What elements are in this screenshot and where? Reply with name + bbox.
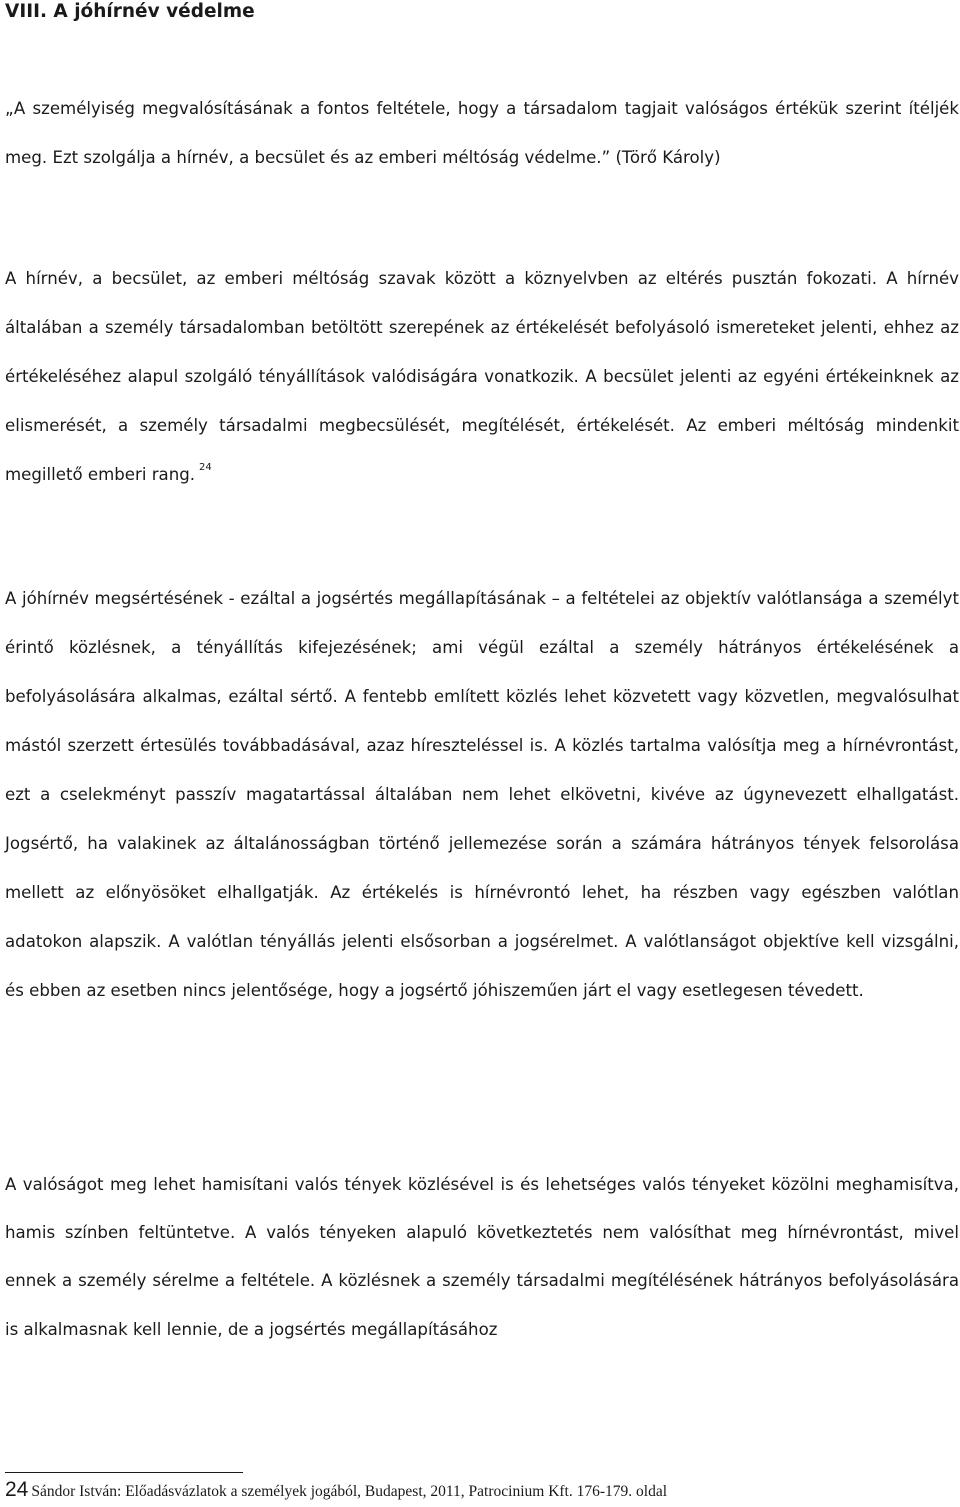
footnote-separator — [5, 1472, 243, 1473]
paragraph-definitions-text: A hírnév, a becsület, az emberi méltóság szavak között a köznyelvben az eltérés pusztán fokozati. A hírnév általában a személy társadalomban betöltött szerepének az értékelését befolyásoló ismereteket jelenti, ehhez az értékeléséhez alapul szolgáló tényállítások valódiságára vonatkozik. A becsület jelenti az egyéni értékeinknek az elismerését, a személy társadalmi megbecsülését, megítélését, értékelését. Az emberi méltóság mindenkit megillető emberi rang. — [5, 269, 959, 484]
footnote-number: 24 — [5, 1478, 29, 1501]
footnote — [5, 1477, 667, 1505]
footnote-reference[interactable]: 24 — [199, 462, 212, 474]
section-heading: VIII. A jóhírnév védelme — [5, 1, 255, 22]
paragraph-definitions — [5, 254, 959, 499]
footnote-text: Sándor István: Előadásvázlatok a személyek jogából, Budapest, 2011, Patrocinium Kft. 176-179. oldal — [31, 1483, 668, 1500]
quote-paragraph: „A személyiség megvalósításának a fontos feltétele, hogy a társadalom tagjait valóságos értékük szerint ítéljék meg. Ezt szolgálja a hírnév, a becsület és az emberi méltóság védelme.” (Törő Károly) — [5, 99, 959, 167]
paragraph-falsification: A valóságot meg lehet hamisítani valós tények közlésével is és lehetséges valós tényeket közölni meghamisítva, hamis színben feltüntetve. A valós tényeken alapuló következtetés nem valósíthat meg hírnévrontást, mivel ennek a személy sérelme a feltétele. A közlésnek a személy társadalmi megítélésének hátrányos befolyásolására is alkalmasnak kell lennie, de a jogsértés megállapításához — [5, 1175, 959, 1339]
paragraph-violation-conditions: A jóhírnév megsértésének - ezáltal a jogsértés megállapításának – a feltételei az objektív valótlansága a személyt érintő közlésnek, a tényállítás kifejezésének; ami végül ezáltal a személy hátrányos értékelésének a befolyásolására alkalmas, ezáltal sértő. A fentebb említett közlés lehet közvetett vagy közvetlen, megvalósulhat mástól szerzett értesülés továbbadásával, azaz híreszteléssel is. A közlés tartalma valósítja meg a hírnévrontást, ezt a cselekményt passzív magatartással általában nem lehet elkövetni, kivéve az úgynevezett elhallgatást. Jogsértő, ha valakinek az általánosságban történő jellemezése során a számára hátrányos tények felsorolása mellett az előnyösöket elhallgatják. Az értékelés is hírnévrontó lehet, ha részben vagy egészben valótlan adatokon alapszik. A valótlan tényállás jelenti elsősorban a jogsérelmet. A valótlanságot objektíve kell vizsgálni, és ebben az esetben nincs jelentősége, hogy a jogsértő jóhiszeműen járt el vagy esetlegesen tévedett. — [5, 589, 959, 1000]
